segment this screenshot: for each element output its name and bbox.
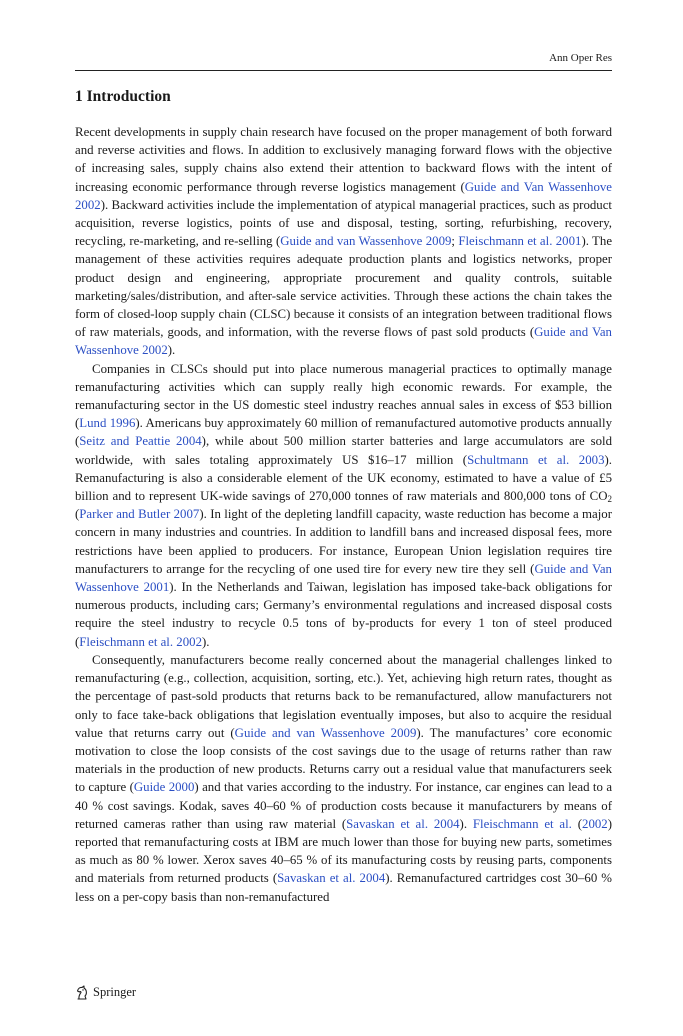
citation-link[interactable]: Guide and van Wassenhove 2009 bbox=[234, 725, 417, 740]
citation-link[interactable]: Schultmann et al. 2003 bbox=[467, 452, 605, 467]
citation-link[interactable]: Parker and Butler 2007 bbox=[79, 507, 200, 522]
publisher-footer bbox=[75, 984, 136, 1000]
body-text bbox=[75, 123, 612, 906]
citation-link[interactable]: Guide and Van Wassenhove 2002 bbox=[75, 179, 612, 212]
paragraph-3: Consequently, manufacturers become really concerned about the managerial challenges linked to remanufacturing (e.g., collection, acquisition, sorting, etc.). Yet, achieving high return rates, thought as the percentage of past-sold products that returns back to be remanufactured, allow manufacturers not only to face take-back obligations that legislation eventually imposes, but also to acquire the residual value that returns carry out (Guide and van Wassenhove 2009). The manufactures’ core economic motivation to close the loop consists of the cost savings due to the usage of returns rather than raw materials in the production of new products. Returns carry out a residual value that manufacturers seek to capture (Guide 2000) and that varies according to the industry. For instance, car engines can lead to a 40 % cost savings. Kodak, saves 40–60 % of production costs because it manufacturers by means of returned cameras rather than using raw material (Savaskan et al. 2004). Fleischmann et al. (2002) reported that remanufacturing costs at IBM are much lower than those for buying new parts, sometimes as much as 80 % lower. Xerox saves 40–65 % of its manufacturing costs by reusing parts, components and materials from returned products (Savaskan et al. 2004). Remanufactured cartridges cost 30–60 % less on a per-copy basis than non-remanufactured bbox=[75, 652, 613, 904]
running-header: Ann Oper Res bbox=[549, 52, 612, 64]
citation-link[interactable]: Lund 1996 bbox=[79, 416, 136, 431]
citation-link[interactable]: Fleischmann et al. bbox=[472, 816, 572, 831]
header-rule bbox=[75, 70, 612, 71]
citation-link[interactable]: Fleischmann et al. 2002 bbox=[79, 634, 202, 649]
section-title: 1 Introduction bbox=[75, 88, 171, 105]
citation-link[interactable]: Guide 2000 bbox=[133, 780, 195, 795]
paragraph-2: Companies in CLSCs should put into place numerous managerial practices to optimally manage remanufacturing activities which can supply really high economic rewards. For example, the remanufacturing sector in the US domestic steel industry reaches annual sales in excess of $53 billion (Lund 1996). Americans buy approximately 60 million of remanufactured automotive products annually (Seitz and Peattie 2004), while about 500 million starter batteries and large accumulators are sold worldwide, with sales totaling approximately US $16–17 million (Schultmann et al. 2003). Remanufacturing is also a considerable element of the UK economy, estimated to have a value of £5 billion and to represent UK-wide savings of 270,000 tonnes of raw materials and 800,000 tons of $CO_2$ (Parker and Butler 2007). In light of the depleting landfill capacity, waste reduction has become a major concern in many industries and countries. In addition to landfill bans and increased disposal fees, more restrictions have been applied to producers. For instance, European Union legislation requires tire manufacturers to arrange for the recycling of one used tire for every new tire they sell (Guide and Van Wassenhove 2001). In the Netherlands and Taiwan, legislation has imposed take-back obligations for numerous products, including cars; Germany’s environmental regulations and increased disposal costs require the steel industry to recycle 0.5 tons of by-products for every 1 ton of steel produced (Fleischmann et al. 2002). bbox=[75, 361, 613, 649]
citation-link[interactable]: Guide and Van Wassenhove 2002 bbox=[75, 325, 612, 358]
publisher-name: Springer bbox=[93, 985, 137, 999]
paragraph-1: Recent developments in supply chain research have focused on the proper management of both forward and reverse activities and flows. In addition to exclusively managing forward flows with the objective of increasing sales, supply chains also extend their attention to backward flows with the intent of increasing economic performance through reverse logistics management (Guide and Van Wassenhove 2002). Backward activities include the implementation of atypical managerial practices, such as product acquisition, reverse logistics, points of use and disposal, testing, sorting, refurbishing, recovery, recycling, re-marketing, and re-selling (Guide and van Wassenhove 2009; Fleischmann et al. 2001). The management of these activities requires adequate production plants and logistics networks, proper product design and engineering, appropriate procurement and quality controls, suitable marketing/sales/distribution, and after-sale service activities. Through these actions the chain takes the form of closed-loop supply chain (CLSC) because it consists of an integration between traditional flows of raw materials, goods, and information, with the reverse flows of past sold products (Guide and Van Wassenhove 2002). bbox=[75, 125, 613, 358]
citation-link[interactable]: Savaskan et al. 2004 bbox=[277, 871, 386, 886]
springer-knight-icon bbox=[75, 985, 89, 1000]
citation-link[interactable]: Seitz and Peattie 2004 bbox=[79, 434, 202, 449]
citation-link[interactable]: Savaskan et al. 2004 bbox=[346, 816, 460, 831]
citation-link[interactable]: Guide and van Wassenhove 2009 bbox=[280, 234, 452, 249]
citation-link[interactable]: 2002 bbox=[582, 816, 608, 831]
citation-link[interactable]: Guide and Van Wassenhove 2001 bbox=[75, 561, 612, 595]
citation-link[interactable]: Fleischmann et al. 2001 bbox=[458, 234, 582, 249]
